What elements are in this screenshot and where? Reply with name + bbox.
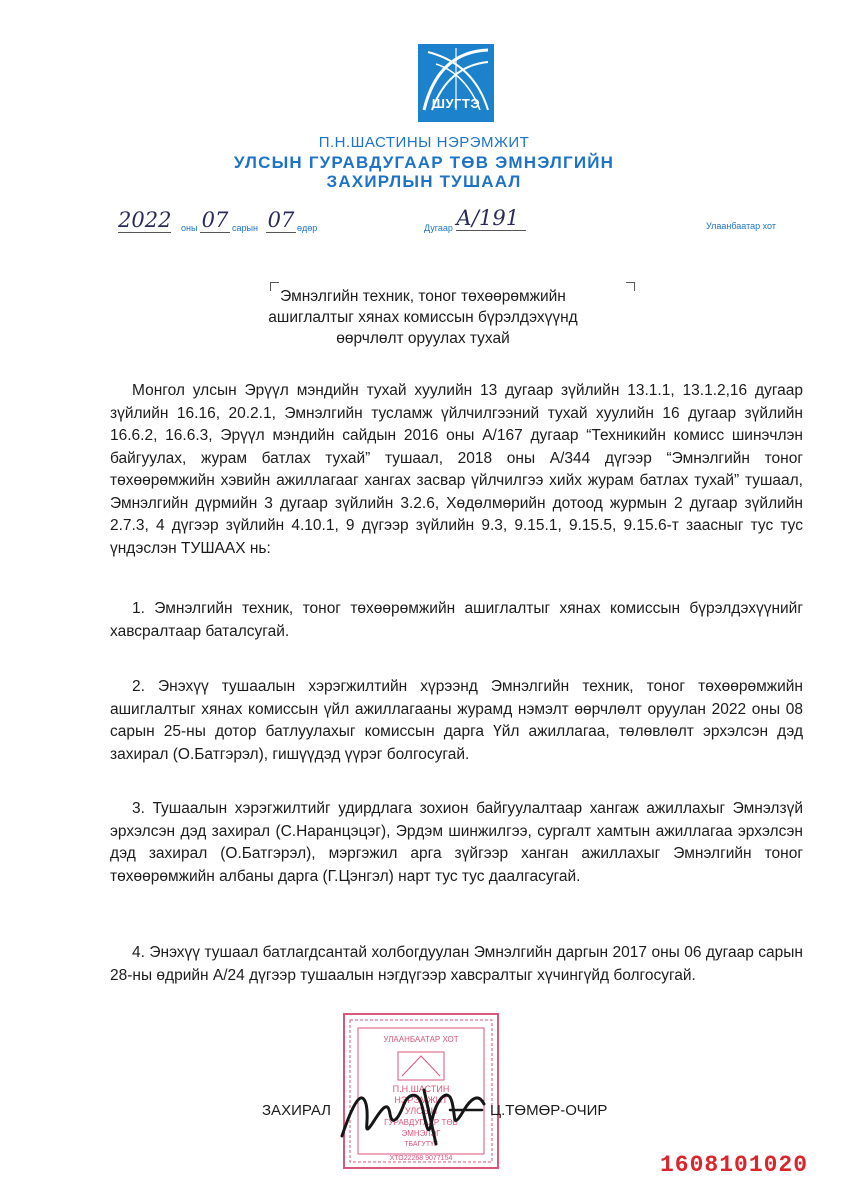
date-year: 2022 bbox=[118, 208, 172, 232]
order-item-4: 4. Энэхүү тушаал батлагдсантай холбогдуулан Эмнэлгийн даргын 2017 оны 06 дугаар сарын 28-ны өдрийн А/24 дүгээр тушаалын нэгдүгээр хавсралтыг хүчингүйд болгосугай. bbox=[110, 944, 803, 984]
order-item-3: 3. Тушаалын хэрэгжилтийг удирдлага зохион байгуулалтаар хангаж ажиллахыг Эмнэлзүй эрхэлсэн дэд захирал (С.Наранцэцэг), Эрдэм шинжилгээ, сургалт хамтын ажиллагаа эрхэлсэн дэд захирал (О.Батгэрэл), мэргэжил арга зүйгээр ханган ажиллахыг Эмнэлгийн тоног төхөөрөмжийн албаны дарга (Г.Цэнгэл) нарт тус тус даалгасугай. bbox=[110, 800, 803, 885]
order-item-1: 1. Эмнэлгийн техник, тоног төхөөрөмжийн ашиглалтыг хянах комиссын бүрэлдэхүүнийг хавсралтаар баталсугай. bbox=[110, 600, 803, 640]
hospital-subtitle: П.Н.ШАСТИНЫ НЭРЭМЖИТ bbox=[318, 134, 530, 151]
stamp-line-3: УЛСЫН bbox=[404, 1106, 438, 1116]
order-number-label: Дугаар bbox=[424, 223, 453, 233]
signatory-name: Ц.ТӨМӨР-ОЧИР bbox=[490, 1102, 608, 1119]
stamp-line-2: НЭРЭМЖИТ bbox=[394, 1095, 448, 1105]
date-day-field bbox=[266, 208, 296, 233]
order-number: А/191 bbox=[456, 206, 520, 230]
hospital-name: УЛСЫН ГУРАВДУГААР ТӨВ ЭМНЭЛГИЙН bbox=[233, 153, 615, 172]
preamble-paragraph: Монгол улсын Эрүүл мэндийн тухай хуулийн 13 дугаар зүйлийн 13.1.1, 13.1.2,16 дугаар зүйлийн 16.16, 20.2.1, Эмнэлгийн тусламж үйлчилгээний тухай хуулийн 16 дугаар зүйлийн 16.6.2, 16.6.3, Эрүүл мэндийн сайдын 2016 оны А/167 дугаар “Техникийн комисс шинэчлэн байгуулах, журам батлах тухай” тушаал, 2018 оны А/344 дүгээр “Эмнэлгийн тоног төхөөрөмжийн хэвийн ажиллагааг хангах засвар үйлчилгээ хийх журам батлах тухай” тушаал, Эмнэлгийн дүрмийн 3 дугаар зүйлийн 3.2.6, Хөдөлмөрийн дотоод журмын 2 дугаар зүйлийн 2.7.3, 4 дүгээр зүйлийн 4.10.1, 9 дүгээр зүйлийн 9.3, 9.15.1, 9.15.5, 9.15.6-т заасныг тус тус үндэслэн ТУШААХ нь: bbox=[110, 382, 803, 557]
date-month: 07 bbox=[201, 208, 229, 232]
logo-caption: ШУГТЭ bbox=[431, 96, 481, 111]
signatory-title: ЗАХИРАЛ bbox=[262, 1102, 332, 1119]
date-day-label: өдөр bbox=[297, 223, 318, 233]
stamp-line-4: ГУРАВДУГААР ТӨВ bbox=[384, 1118, 458, 1127]
date-day: 07 bbox=[267, 208, 295, 232]
stamp-bottom-text: ТБАГУТҮГ bbox=[404, 1141, 438, 1148]
city-label: Улаанбаатар хот bbox=[706, 221, 776, 231]
stamp-top-text: УЛААНБААТАР ХОТ bbox=[383, 1035, 459, 1044]
order-item-2: 2. Энэхүү тушаалын хэрэгжилтийн хүрээнд Эмнэлгийн техник, тоног төхөөрөмжийн ашиглалтыг хянах комиссын үйл ажиллагааны журамд нэмэлт өөрчлөлт оруулан 2022 оны 08 сарын 25-ны дотор батлуулахыг комиссын дарга Үйл ажиллагаа, төлөвлөлт эрхэлсэн дэд захирал (О.Батгэрэл), гишүүдэд үүрэг болгосугай. bbox=[110, 678, 803, 763]
date-month-label: сарын bbox=[232, 223, 258, 233]
date-year-field bbox=[118, 208, 182, 232]
date-month-field bbox=[200, 208, 230, 233]
order-type: ЗАХИРЛЫН ТУШААЛ bbox=[326, 172, 522, 191]
stamp-reg: ХТО22268 9077154 bbox=[389, 1155, 453, 1162]
order-number-field bbox=[456, 206, 526, 231]
date-year-label: оны bbox=[181, 223, 198, 233]
subject-corner-right bbox=[626, 282, 635, 291]
handwritten-signature bbox=[332, 1080, 492, 1152]
stamp-line-1: П.Н.ШАСТИН bbox=[392, 1084, 450, 1094]
order-subject: Эмнэлгийн техник, тоног төхөөрөмжийн ашиглалтыг хянах комиссын бүрэлдэхүүнд өөрчлөлт оруулах тухай bbox=[268, 288, 578, 347]
stamp-line-5: ЭМНЭЛЭГ bbox=[401, 1129, 441, 1138]
document-serial-number: 1608101020 bbox=[660, 1152, 809, 1178]
